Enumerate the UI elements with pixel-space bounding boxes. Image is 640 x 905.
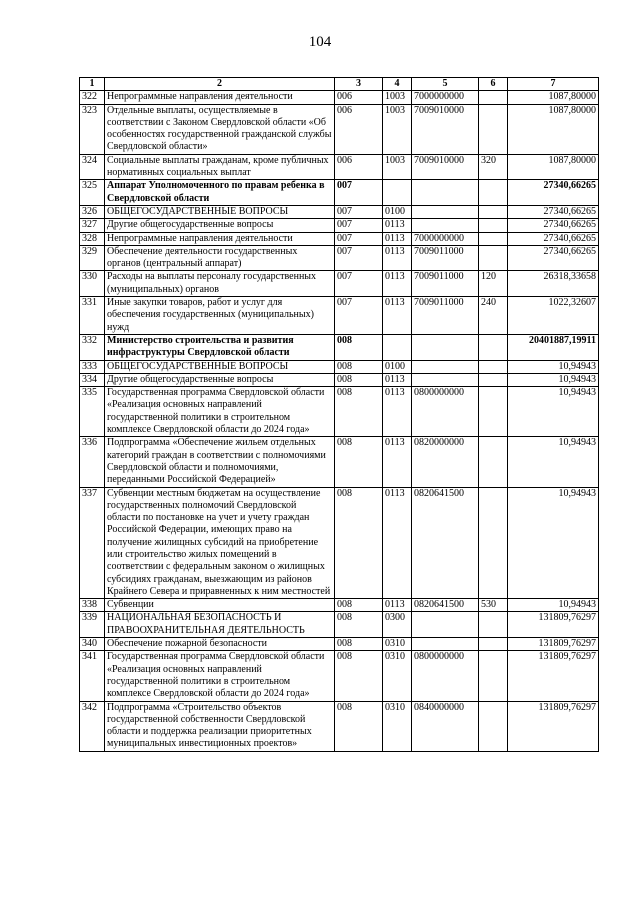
table-row [80, 91, 599, 104]
row-description: ОБЩЕГОСУДАРСТВЕННЫЕ ВОПРОСЫ [105, 360, 335, 373]
table-row [80, 232, 599, 245]
row-description: Расходы на выплаты персоналу государственных (муниципальных) органов [105, 271, 335, 297]
row-code-3: 007 [335, 180, 383, 206]
table-row [80, 104, 599, 154]
row-code-4: 0113 [383, 245, 412, 271]
row-code-4: 1003 [383, 154, 412, 180]
header-cell: 6 [479, 78, 508, 91]
row-code-3: 008 [335, 599, 383, 612]
row-code-3: 008 [335, 387, 383, 437]
table-row [80, 638, 599, 651]
row-code-5: 7009010000 [412, 104, 479, 154]
row-code-6 [479, 104, 508, 154]
row-code-5: 0800000000 [412, 651, 479, 701]
row-description: ОБЩЕГОСУДАРСТВЕННЫЕ ВОПРОСЫ [105, 205, 335, 218]
table-row [80, 360, 599, 373]
row-amount: 10,94943 [508, 437, 599, 487]
table-row [80, 487, 599, 599]
row-amount: 1087,80000 [508, 154, 599, 180]
row-number: 328 [80, 232, 105, 245]
row-code-5: 7000000000 [412, 232, 479, 245]
row-number: 322 [80, 91, 105, 104]
row-code-4 [383, 334, 412, 360]
row-code-6 [479, 334, 508, 360]
row-code-6 [479, 638, 508, 651]
row-code-6 [479, 651, 508, 701]
row-code-3: 008 [335, 437, 383, 487]
table-row [80, 651, 599, 701]
header-cell: 2 [105, 78, 335, 91]
row-amount: 10,94943 [508, 599, 599, 612]
row-amount: 27340,66265 [508, 180, 599, 206]
table-header-row [80, 78, 599, 91]
row-code-5: 0820000000 [412, 437, 479, 487]
row-code-3: 007 [335, 205, 383, 218]
row-description: Другие общегосударственные вопросы [105, 219, 335, 232]
row-description: Подпрограмма «Строительство объектов государственной собственности Свердловской области и поддержка реализации приоритетных муниципальных инвестиционных проектов» [105, 701, 335, 751]
row-code-5 [412, 180, 479, 206]
row-description: Министерство строительства и развития инфраструктуры Свердловской области [105, 334, 335, 360]
row-code-3: 007 [335, 297, 383, 335]
table-row [80, 334, 599, 360]
row-description: Субвенции [105, 599, 335, 612]
row-code-6 [479, 387, 508, 437]
row-code-6 [479, 437, 508, 487]
row-description: Непрограммные направления деятельности [105, 232, 335, 245]
row-code-4: 0100 [383, 360, 412, 373]
row-code-4: 0310 [383, 701, 412, 751]
row-code-3: 006 [335, 154, 383, 180]
row-description: Социальные выплаты гражданам, кроме публичных нормативных социальных выплат [105, 154, 335, 180]
page-number: 104 [308, 34, 332, 50]
table-row [80, 205, 599, 218]
row-code-5 [412, 219, 479, 232]
row-code-6: 120 [479, 271, 508, 297]
row-amount: 27340,66265 [508, 232, 599, 245]
row-number: 327 [80, 219, 105, 232]
table-row [80, 599, 599, 612]
row-description: Обеспечение деятельности государственных органов (центральный аппарат) [105, 245, 335, 271]
row-number: 333 [80, 360, 105, 373]
table-row [80, 437, 599, 487]
row-number: 342 [80, 701, 105, 751]
row-amount: 10,94943 [508, 387, 599, 437]
header-cell: 4 [383, 78, 412, 91]
row-number: 335 [80, 387, 105, 437]
row-code-4: 0113 [383, 271, 412, 297]
row-description: Государственная программа Свердловской области «Реализация основных направлений государственной политики в строительном комплексе Свердловской области до 2024 года» [105, 387, 335, 437]
row-code-4: 0113 [383, 437, 412, 487]
row-code-6: 530 [479, 599, 508, 612]
row-description: Непрограммные направления деятельности [105, 91, 335, 104]
row-number: 340 [80, 638, 105, 651]
row-number: 326 [80, 205, 105, 218]
row-number: 329 [80, 245, 105, 271]
row-code-4: 1003 [383, 91, 412, 104]
row-code-6 [479, 180, 508, 206]
row-code-6 [479, 205, 508, 218]
row-code-3: 007 [335, 271, 383, 297]
table-row [80, 154, 599, 180]
row-amount: 27340,66265 [508, 245, 599, 271]
row-code-3: 008 [335, 638, 383, 651]
row-description: Субвенции местным бюджетам на осуществление государственных полномочий Свердловской области по постановке на учет и учету граждан Российской Федерации, имеющих право на получение жилищных субсидий на приобретение или строительство жилых помещений в соответствии с федеральным законом о жилищных субсидиях гражданам, выезжающим из районов Крайнего Севера и приравненных к ним местностей [105, 487, 335, 599]
row-code-5 [412, 334, 479, 360]
table-row [80, 219, 599, 232]
table-row [80, 180, 599, 206]
table-row [80, 612, 599, 638]
row-code-4: 0113 [383, 487, 412, 599]
row-code-3: 008 [335, 701, 383, 751]
budget-table [79, 77, 599, 752]
row-code-4: 0100 [383, 205, 412, 218]
row-amount: 1022,32607 [508, 297, 599, 335]
row-amount: 20401887,19911 [508, 334, 599, 360]
row-number: 325 [80, 180, 105, 206]
row-amount: 1087,80000 [508, 91, 599, 104]
row-description: НАЦИОНАЛЬНАЯ БЕЗОПАСНОСТЬ И ПРАВООХРАНИТЕЛЬНАЯ ДЕЯТЕЛЬНОСТЬ [105, 612, 335, 638]
row-description: Иные закупки товаров, работ и услуг для обеспечения государственных (муниципальных) нужд [105, 297, 335, 335]
row-amount: 26318,33658 [508, 271, 599, 297]
row-amount: 10,94943 [508, 487, 599, 599]
row-number: 334 [80, 373, 105, 386]
row-code-5: 0820641500 [412, 599, 479, 612]
table-row [80, 373, 599, 386]
row-number: 323 [80, 104, 105, 154]
row-amount: 131809,76297 [508, 638, 599, 651]
row-code-3: 008 [335, 651, 383, 701]
row-number: 324 [80, 154, 105, 180]
row-code-5: 0800000000 [412, 387, 479, 437]
row-number: 331 [80, 297, 105, 335]
table-row [80, 701, 599, 751]
row-number: 336 [80, 437, 105, 487]
table-row [80, 245, 599, 271]
row-description: Отдельные выплаты, осуществляемые в соответствии с Законом Свердловской области «Об особенностях государственной гражданской службы Свердловской области» [105, 104, 335, 154]
row-code-5: 7000000000 [412, 91, 479, 104]
header-cell: 3 [335, 78, 383, 91]
row-code-6: 320 [479, 154, 508, 180]
row-code-3: 006 [335, 91, 383, 104]
row-description: Государственная программа Свердловской области «Реализация основных направлений государственной политики в строительном комплексе Свердловской области до 2024 года» [105, 651, 335, 701]
table-row [80, 387, 599, 437]
row-code-3: 007 [335, 245, 383, 271]
row-number: 339 [80, 612, 105, 638]
row-code-3: 008 [335, 360, 383, 373]
header-cell: 1 [80, 78, 105, 91]
row-description: Аппарат Уполномоченного по правам ребенка в Свердловской области [105, 180, 335, 206]
row-code-5 [412, 205, 479, 218]
table-row [80, 297, 599, 335]
header-cell: 5 [412, 78, 479, 91]
row-number: 341 [80, 651, 105, 701]
row-code-3: 008 [335, 334, 383, 360]
row-code-6 [479, 91, 508, 104]
row-code-5: 7009011000 [412, 297, 479, 335]
row-code-5 [412, 612, 479, 638]
row-code-6: 240 [479, 297, 508, 335]
row-amount: 131809,76297 [508, 651, 599, 701]
row-amount: 131809,76297 [508, 701, 599, 751]
row-code-3: 007 [335, 219, 383, 232]
row-code-6 [479, 245, 508, 271]
row-number: 337 [80, 487, 105, 599]
row-code-5: 7009011000 [412, 271, 479, 297]
row-code-4: 0310 [383, 638, 412, 651]
row-amount: 1087,80000 [508, 104, 599, 154]
row-description: Обеспечение пожарной безопасности [105, 638, 335, 651]
row-code-3: 006 [335, 104, 383, 154]
row-amount: 131809,76297 [508, 612, 599, 638]
row-code-6 [479, 701, 508, 751]
row-description: Подпрограмма «Обеспечение жильем отдельных категорий граждан в соответствии с полномочиями Свердловской области и полномочиями, переданными Российской Федерацией» [105, 437, 335, 487]
row-code-3: 008 [335, 612, 383, 638]
row-number: 338 [80, 599, 105, 612]
row-code-4: 0113 [383, 297, 412, 335]
row-code-5 [412, 373, 479, 386]
row-description: Другие общегосударственные вопросы [105, 373, 335, 386]
row-code-6 [479, 487, 508, 599]
row-code-5: 0820641500 [412, 487, 479, 599]
row-code-4 [383, 180, 412, 206]
row-code-6 [479, 373, 508, 386]
row-amount: 27340,66265 [508, 205, 599, 218]
row-code-6 [479, 360, 508, 373]
row-number: 332 [80, 334, 105, 360]
row-code-5 [412, 360, 479, 373]
row-code-4: 1003 [383, 104, 412, 154]
row-amount: 10,94943 [508, 373, 599, 386]
row-code-4: 0113 [383, 232, 412, 245]
row-code-5: 7009011000 [412, 245, 479, 271]
row-code-4: 0310 [383, 651, 412, 701]
row-code-6 [479, 232, 508, 245]
row-code-3: 008 [335, 373, 383, 386]
row-code-6 [479, 612, 508, 638]
row-code-4: 0300 [383, 612, 412, 638]
row-code-3: 007 [335, 232, 383, 245]
table-row [80, 271, 599, 297]
row-code-4: 0113 [383, 219, 412, 232]
row-code-5: 7009010000 [412, 154, 479, 180]
row-amount: 27340,66265 [508, 219, 599, 232]
row-amount: 10,94943 [508, 360, 599, 373]
row-code-6 [479, 219, 508, 232]
row-code-4: 0113 [383, 599, 412, 612]
row-code-5 [412, 638, 479, 651]
row-code-4: 0113 [383, 373, 412, 386]
row-code-5: 0840000000 [412, 701, 479, 751]
row-code-3: 008 [335, 487, 383, 599]
row-code-4: 0113 [383, 387, 412, 437]
row-number: 330 [80, 271, 105, 297]
header-cell: 7 [508, 78, 599, 91]
